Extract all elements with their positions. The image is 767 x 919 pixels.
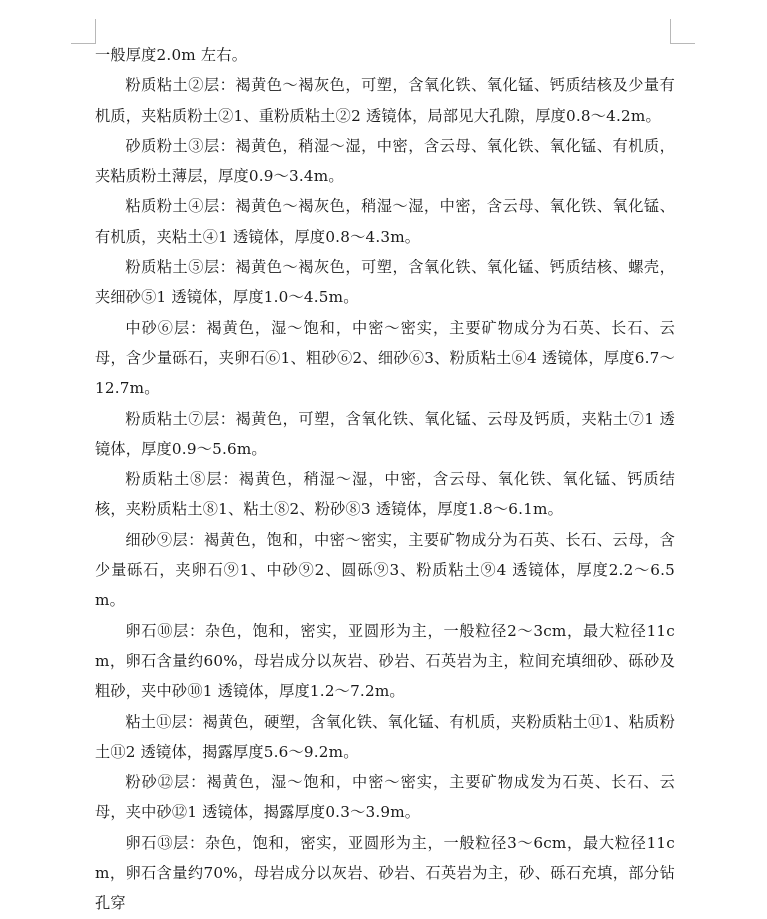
paragraph-layer-7: 粉质粘土⑦层：褐黄色，可塑，含氧化铁、氧化锰、云母及钙质，夹粘土⑦1 透镜体，厚度0.9～5.6m。 xyxy=(95,409,675,458)
paragraph-layer-11: 粘土⑪层：褐黄色，硬塑，含氧化铁、氧化锰、有机质，夹粉质粘土⑪1、粘质粉土⑪2 透镜体，揭露厚度5.6～9.2m。 xyxy=(95,712,675,761)
top-left-margin-mark xyxy=(71,19,96,44)
paragraph-layer-3: 砂质粉土③层：褐黄色，稍湿～湿，中密，含云母、氧化铁、氧化锰、有机质，夹粘质粉土薄层，厚度0.9～3.4m。 xyxy=(95,136,675,186)
paragraph-continuation: 一般厚度2.0m 左右。 xyxy=(95,46,248,64)
document-body[interactable] xyxy=(95,40,675,919)
paragraph-layer-5: 粉质粘土⑤层：褐黄色～褐灰色，可塑，含氧化铁、氧化锰、钙质结核、螺壳，夹细砂⑤1 透镜体，厚度1.0～4.5m。 xyxy=(95,258,675,307)
paragraph-layer-9: 细砂⑨层：褐黄色，饱和，中密～密实，主要矿物成分为石英、长石、云母，含少量砾石，夹卵石⑨1、中砂⑨2、圆砾⑨3、粉质粘土⑨4 透镜体，厚度2.2～6.5m。 xyxy=(95,530,675,610)
paragraph-layer-2: 粉质粘土②层：褐黄色～褐灰色，可塑，含氧化铁、氧化锰、钙质结核及少量有机质，夹粘质粉土②1、重粉质粘土②2 透镜体，局部见大孔隙，厚度0.8～4.2m。 xyxy=(95,76,675,125)
paragraph-layer-10: 卵石⑩层：杂色，饱和，密实，亚圆形为主，一般粒径2～3cm，最大粒径11cm，卵石含量约60%，母岩成分以灰岩、砂岩、石英岩为主，粒间充填细砂、砾砂及粗砂，夹中砂⑩1 透镜体，厚度1.2～7.2m。 xyxy=(95,621,675,701)
paragraph-layer-4: 粘质粉土④层：褐黄色～褐灰色，稍湿～湿，中密，含云母、氧化铁、氧化锰、有机质，夹粘土④1 透镜体，厚度0.8～4.3m。 xyxy=(95,197,675,246)
paragraph-layer-8: 粉质粘土⑧层：褐黄色，稍湿～湿，中密，含云母、氧化铁、氧化锰、钙质结核，夹粉质粘土⑧1、粘土⑧2、粉砂⑧3 透镜体，厚度1.8～6.1m。 xyxy=(95,470,675,519)
paragraph-layer-12: 粉砂⑫层：褐黄色，湿～饱和，中密～密实，主要矿物成发为石英、长石、云母，夹中砂⑫1 透镜体，揭露厚度0.3～3.9m。 xyxy=(95,773,675,822)
paragraph-layer-6: 中砂⑥层：褐黄色，湿～饱和，中密～密实，主要矿物成分为石英、长石、云母，含少量砾石，夹卵石⑥1、粗砂⑥2、细砂⑥3、粉质粘土⑥4 透镜体，厚度6.7～12.7m。 xyxy=(95,318,675,398)
paragraph-layer-13: 卵石⑬层：杂色，饱和，密实，亚圆形为主，一般粒径3～6cm，最大粒径11cm，卵石含量约70%，母岩成分以灰岩、砂岩、石英岩为主，砂、砾石充填，部分钻孔穿 xyxy=(95,833,675,913)
